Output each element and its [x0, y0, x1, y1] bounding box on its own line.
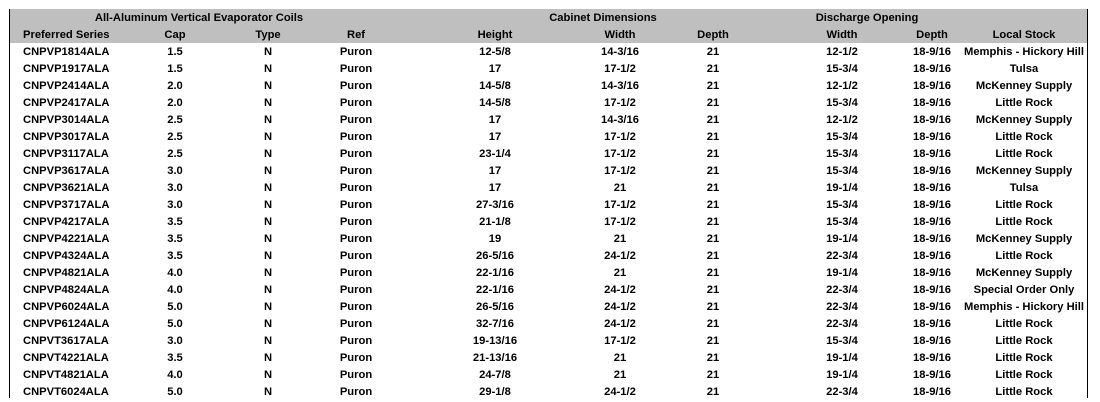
col-depth: 21: [706, 368, 720, 381]
col-width: 24-1/2: [604, 300, 636, 313]
col-cap: 5.0: [167, 317, 183, 330]
col-series: CNPVP3014ALA: [23, 113, 110, 126]
col-type-header: Type: [255, 28, 281, 41]
col-depth: 21: [706, 96, 720, 109]
col-local-stock: Little Rock: [995, 96, 1053, 109]
col-cap: 1.5: [167, 62, 183, 75]
col-width: 17-1/2: [604, 96, 636, 109]
col-series: CNPVP6024ALA: [23, 300, 110, 313]
col-discharge-depth: 18-9/16: [913, 147, 951, 160]
col-cap: 3.5: [167, 215, 183, 228]
col-ref: Puron: [339, 317, 373, 330]
col-type: N: [263, 215, 273, 228]
col-depth: 21: [706, 181, 720, 194]
col-ref: Puron: [339, 198, 373, 211]
col-depth: 21: [706, 79, 720, 92]
table-row: [10, 162, 1087, 179]
col-discharge-width: 19-1/4: [826, 266, 858, 279]
col-discharge-depth: 18-9/16: [913, 385, 951, 398]
col-local-stock: Little Rock: [995, 317, 1053, 330]
col-discharge-width: 15-3/4: [826, 334, 858, 347]
col-ref: Puron: [339, 96, 373, 109]
col-width: 14-3/16: [601, 45, 639, 58]
col-local-stock: McKenney Supply: [975, 164, 1073, 177]
col-cap: 1.5: [167, 45, 183, 58]
col-series-header: Preferred Series: [23, 28, 110, 41]
col-depth: 21: [706, 113, 720, 126]
col-width: 24-1/2: [604, 283, 636, 296]
table-row: [10, 349, 1087, 366]
col-discharge-width: 12-1/2: [826, 79, 858, 92]
col-ref: Puron: [339, 368, 373, 381]
col-local-stock: McKenney Supply: [975, 79, 1073, 92]
col-depth-header: Depth: [697, 28, 729, 41]
col-depth: 21: [706, 249, 720, 262]
col-local-stock: Little Rock: [995, 130, 1053, 143]
table-row: [10, 264, 1087, 281]
col-cap: 3.0: [167, 181, 183, 194]
col-height: 17: [488, 113, 502, 126]
col-discharge-depth: 18-9/16: [913, 130, 951, 143]
col-discharge-depth: 18-9/16: [913, 317, 951, 330]
col-discharge-depth: 18-9/16: [913, 62, 951, 75]
col-width: 14-3/16: [601, 79, 639, 92]
col-local-stock: Little Rock: [995, 351, 1053, 364]
col-depth: 21: [706, 317, 720, 330]
table-row: [10, 332, 1087, 349]
table-row: [10, 128, 1087, 145]
col-discharge-depth: 18-9/16: [913, 45, 951, 58]
col-cap: 5.0: [167, 300, 183, 313]
col-width: 17-1/2: [604, 164, 636, 177]
col-series: CNPVP1917ALA: [23, 62, 110, 75]
col-type: N: [263, 249, 273, 262]
col-discharge-width: 22-3/4: [826, 300, 858, 313]
col-cap: 2.0: [167, 96, 183, 109]
col-depth: 21: [706, 147, 720, 160]
col-height: 12-5/8: [479, 45, 511, 58]
evaporator-coil-table: [9, 9, 1088, 398]
col-type: N: [263, 79, 273, 92]
col-discharge-depth: 18-9/16: [913, 334, 951, 347]
table-row: [10, 383, 1087, 400]
col-discharge-depth: 18-9/16: [913, 198, 951, 211]
col-cap: 4.0: [167, 283, 183, 296]
col-ref-header: Ref: [346, 28, 366, 41]
col-width: 17-1/2: [604, 215, 636, 228]
col-width: 17-1/2: [604, 62, 636, 75]
col-discharge-depth: 18-9/16: [913, 79, 951, 92]
col-height: 29-1/8: [479, 385, 511, 398]
col-type: N: [263, 113, 273, 126]
col-series: CNPVP3017ALA: [23, 130, 110, 143]
col-ref: Puron: [339, 385, 373, 398]
col-series: CNPVP3617ALA: [23, 164, 110, 177]
col-discharge-depth: 18-9/16: [913, 283, 951, 296]
table-row: [10, 145, 1087, 162]
col-depth: 21: [706, 232, 720, 245]
table-row: [10, 43, 1087, 60]
col-depth: 21: [706, 351, 720, 364]
table-row: [10, 298, 1087, 315]
col-type: N: [263, 96, 273, 109]
col-series: CNPVP4217ALA: [23, 215, 110, 228]
col-ref: Puron: [339, 351, 373, 364]
col-depth: 21: [706, 62, 720, 75]
col-series: CNPVT6024ALA: [23, 385, 109, 398]
col-ref: Puron: [339, 62, 373, 75]
col-local-stock: Little Rock: [995, 215, 1053, 228]
col-width: 17-1/2: [604, 334, 636, 347]
col-series: CNPVP4324ALA: [23, 249, 110, 262]
col-ref: Puron: [339, 283, 373, 296]
col-type: N: [263, 181, 273, 194]
col-discharge-depth: 18-9/16: [913, 249, 951, 262]
col-height: 17: [488, 130, 502, 143]
col-local-stock: Little Rock: [995, 334, 1053, 347]
col-width: 21: [613, 351, 627, 364]
col-ref: Puron: [339, 113, 373, 126]
table-row: [10, 60, 1087, 77]
col-ref: Puron: [339, 249, 373, 262]
col-local-stock: McKenney Supply: [975, 232, 1073, 245]
col-width: 21: [613, 266, 627, 279]
group-cabinet: Cabinet Dimensions: [549, 11, 657, 24]
col-depth: 21: [706, 164, 720, 177]
group-discharge: Discharge Opening: [815, 11, 919, 24]
col-discharge-width: 15-3/4: [826, 147, 858, 160]
col-depth: 21: [706, 334, 720, 347]
col-ref: Puron: [339, 79, 373, 92]
col-discharge-depth: 18-9/16: [913, 368, 951, 381]
col-discharge-width: 15-3/4: [826, 96, 858, 109]
col-type: N: [263, 45, 273, 58]
col-local-stock: Little Rock: [995, 249, 1053, 262]
col-ref: Puron: [339, 181, 373, 194]
col-cap: 3.5: [167, 351, 183, 364]
col-width: 14-3/16: [601, 113, 639, 126]
col-type: N: [263, 266, 273, 279]
col-local-stock-header: Local Stock: [992, 28, 1056, 41]
col-type: N: [263, 334, 273, 347]
col-local-stock: Tulsa: [1009, 181, 1039, 194]
group-header-row: [10, 9, 1087, 26]
col-width: 21: [613, 368, 627, 381]
col-height: 17: [488, 164, 502, 177]
col-width: 24-1/2: [604, 385, 636, 398]
col-type: N: [263, 300, 273, 313]
col-height: 19-13/16: [472, 334, 518, 347]
col-discharge-width: 22-3/4: [826, 283, 858, 296]
col-discharge-width: 19-1/4: [826, 368, 858, 381]
col-discharge-width: 12-1/2: [826, 45, 858, 58]
col-discharge-width: 22-3/4: [826, 385, 858, 398]
col-local-stock: Little Rock: [995, 368, 1053, 381]
col-discharge-width: 15-3/4: [826, 62, 858, 75]
col-height: 21-1/8: [479, 215, 511, 228]
col-type: N: [263, 198, 273, 211]
col-local-stock: Memphis - Hickory Hill: [964, 300, 1084, 313]
col-discharge-width: 22-3/4: [826, 249, 858, 262]
col-ref: Puron: [339, 130, 373, 143]
col-height-header: Height: [477, 28, 513, 41]
col-height: 14-5/8: [479, 96, 511, 109]
col-series: CNPVP6124ALA: [23, 317, 110, 330]
col-width: 24-1/2: [604, 317, 636, 330]
col-local-stock: Special Order Only: [973, 283, 1075, 296]
col-ref: Puron: [339, 164, 373, 177]
col-local-stock: Little Rock: [995, 385, 1053, 398]
table-row: [10, 77, 1087, 94]
col-type: N: [263, 385, 273, 398]
table-row: [10, 366, 1087, 383]
col-cap: 3.0: [167, 164, 183, 177]
col-height: 24-7/8: [479, 368, 511, 381]
col-series: CNPVT4221ALA: [23, 351, 109, 364]
col-cap: 2.5: [167, 147, 183, 160]
col-local-stock: McKenney Supply: [975, 266, 1073, 279]
col-discharge-width: 19-1/4: [826, 232, 858, 245]
col-local-stock: Little Rock: [995, 198, 1053, 211]
column-header-row: [10, 26, 1087, 43]
col-ref: Puron: [339, 266, 373, 279]
col-height: 17: [488, 181, 502, 194]
col-depth: 21: [706, 130, 720, 143]
col-local-stock: Memphis - Hickory Hill: [964, 45, 1084, 58]
col-cap: 5.0: [167, 385, 183, 398]
group-coils: All-Aluminum Vertical Evaporator Coils: [94, 11, 304, 24]
col-series: CNPVP4221ALA: [23, 232, 110, 245]
col-discharge-depth: 18-9/16: [913, 164, 951, 177]
col-depth: 21: [706, 300, 720, 313]
col-cap: 2.5: [167, 130, 183, 143]
table-row: [10, 179, 1087, 196]
table-row: [10, 213, 1087, 230]
col-discharge-depth: 18-9/16: [913, 351, 951, 364]
col-discharge-depth: 18-9/16: [913, 181, 951, 194]
col-discharge-depth: 18-9/16: [913, 113, 951, 126]
col-depth: 21: [706, 215, 720, 228]
col-height: 26-5/16: [476, 300, 514, 313]
col-cap: 3.5: [167, 232, 183, 245]
col-discharge-width: 19-1/4: [826, 351, 858, 364]
col-type: N: [263, 351, 273, 364]
col-discharge-width: 15-3/4: [826, 198, 858, 211]
table-body: [10, 43, 1087, 400]
col-discharge-width: 15-3/4: [826, 164, 858, 177]
table-row: [10, 230, 1087, 247]
col-discharge-depth: 18-9/16: [913, 215, 951, 228]
table-row: [10, 94, 1087, 111]
table-row: [10, 247, 1087, 264]
col-depth: 21: [706, 283, 720, 296]
col-width: 24-1/2: [604, 249, 636, 262]
col-discharge-depth-header: Depth: [916, 28, 948, 41]
col-cap: 3.0: [167, 198, 183, 211]
col-local-stock: McKenney Supply: [975, 113, 1073, 126]
col-cap: 3.5: [167, 249, 183, 262]
col-type: N: [263, 164, 273, 177]
col-series: CNPVP3621ALA: [23, 181, 110, 194]
col-width: 17-1/2: [604, 198, 636, 211]
col-series: CNPVP3717ALA: [23, 198, 110, 211]
col-ref: Puron: [339, 215, 373, 228]
col-width: 21: [613, 181, 627, 194]
col-depth: 21: [706, 45, 720, 58]
col-ref: Puron: [339, 300, 373, 313]
col-depth: 21: [706, 198, 720, 211]
col-series: CNPVP1814ALA: [23, 45, 110, 58]
col-discharge-width: 12-1/2: [826, 113, 858, 126]
col-discharge-depth: 18-9/16: [913, 266, 951, 279]
col-height: 23-1/4: [479, 147, 511, 160]
col-type: N: [263, 368, 273, 381]
col-height: 26-5/16: [476, 249, 514, 262]
col-height: 22-1/16: [476, 266, 514, 279]
col-height: 19: [488, 232, 502, 245]
col-height: 32-7/16: [476, 317, 514, 330]
col-ref: Puron: [339, 334, 373, 347]
col-series: CNPVP4824ALA: [23, 283, 110, 296]
col-local-stock: Tulsa: [1009, 62, 1039, 75]
col-height: 27-3/16: [476, 198, 514, 211]
col-discharge-width: 19-1/4: [826, 181, 858, 194]
col-cap-header: Cap: [164, 28, 186, 41]
col-cap: 2.0: [167, 79, 183, 92]
col-ref: Puron: [339, 45, 373, 58]
col-cap: 3.0: [167, 334, 183, 347]
col-type: N: [263, 62, 273, 75]
col-width: 21: [613, 232, 627, 245]
col-type: N: [263, 130, 273, 143]
col-height: 14-5/8: [479, 79, 511, 92]
col-series: CNPVP3117ALA: [23, 147, 109, 160]
col-depth: 21: [706, 385, 720, 398]
col-ref: Puron: [339, 232, 373, 245]
col-series: CNPVP4821ALA: [23, 266, 110, 279]
col-type: N: [263, 147, 273, 160]
col-discharge-width: 22-3/4: [826, 317, 858, 330]
col-type: N: [263, 232, 273, 245]
col-cap: 4.0: [167, 368, 183, 381]
col-height: 21-13/16: [472, 351, 518, 364]
col-local-stock: Little Rock: [995, 147, 1053, 160]
col-cap: 2.5: [167, 113, 183, 126]
col-series: CNPVP2417ALA: [23, 96, 110, 109]
col-cap: 4.0: [167, 266, 183, 279]
col-discharge-depth: 18-9/16: [913, 96, 951, 109]
col-height: 17: [488, 62, 502, 75]
col-type: N: [263, 283, 273, 296]
col-series: CNPVT4821ALA: [23, 368, 109, 381]
col-discharge-width: 15-3/4: [826, 215, 858, 228]
col-width: 17-1/2: [604, 130, 636, 143]
col-discharge-depth: 18-9/16: [913, 232, 951, 245]
col-discharge-width: 15-3/4: [826, 130, 858, 143]
col-ref: Puron: [339, 147, 373, 160]
table-row: [10, 196, 1087, 213]
col-series: CNPVP2414ALA: [23, 79, 110, 92]
table-row: [10, 281, 1087, 298]
table-row: [10, 315, 1087, 332]
col-height: 22-1/16: [476, 283, 514, 296]
col-discharge-width-header: Width: [826, 28, 858, 41]
table-row: [10, 111, 1087, 128]
col-depth: 21: [706, 266, 720, 279]
col-type: N: [263, 317, 273, 330]
col-discharge-depth: 18-9/16: [913, 300, 951, 313]
col-series: CNPVT3617ALA: [23, 334, 109, 347]
col-width-header: Width: [604, 28, 636, 41]
col-width: 17-1/2: [604, 147, 636, 160]
